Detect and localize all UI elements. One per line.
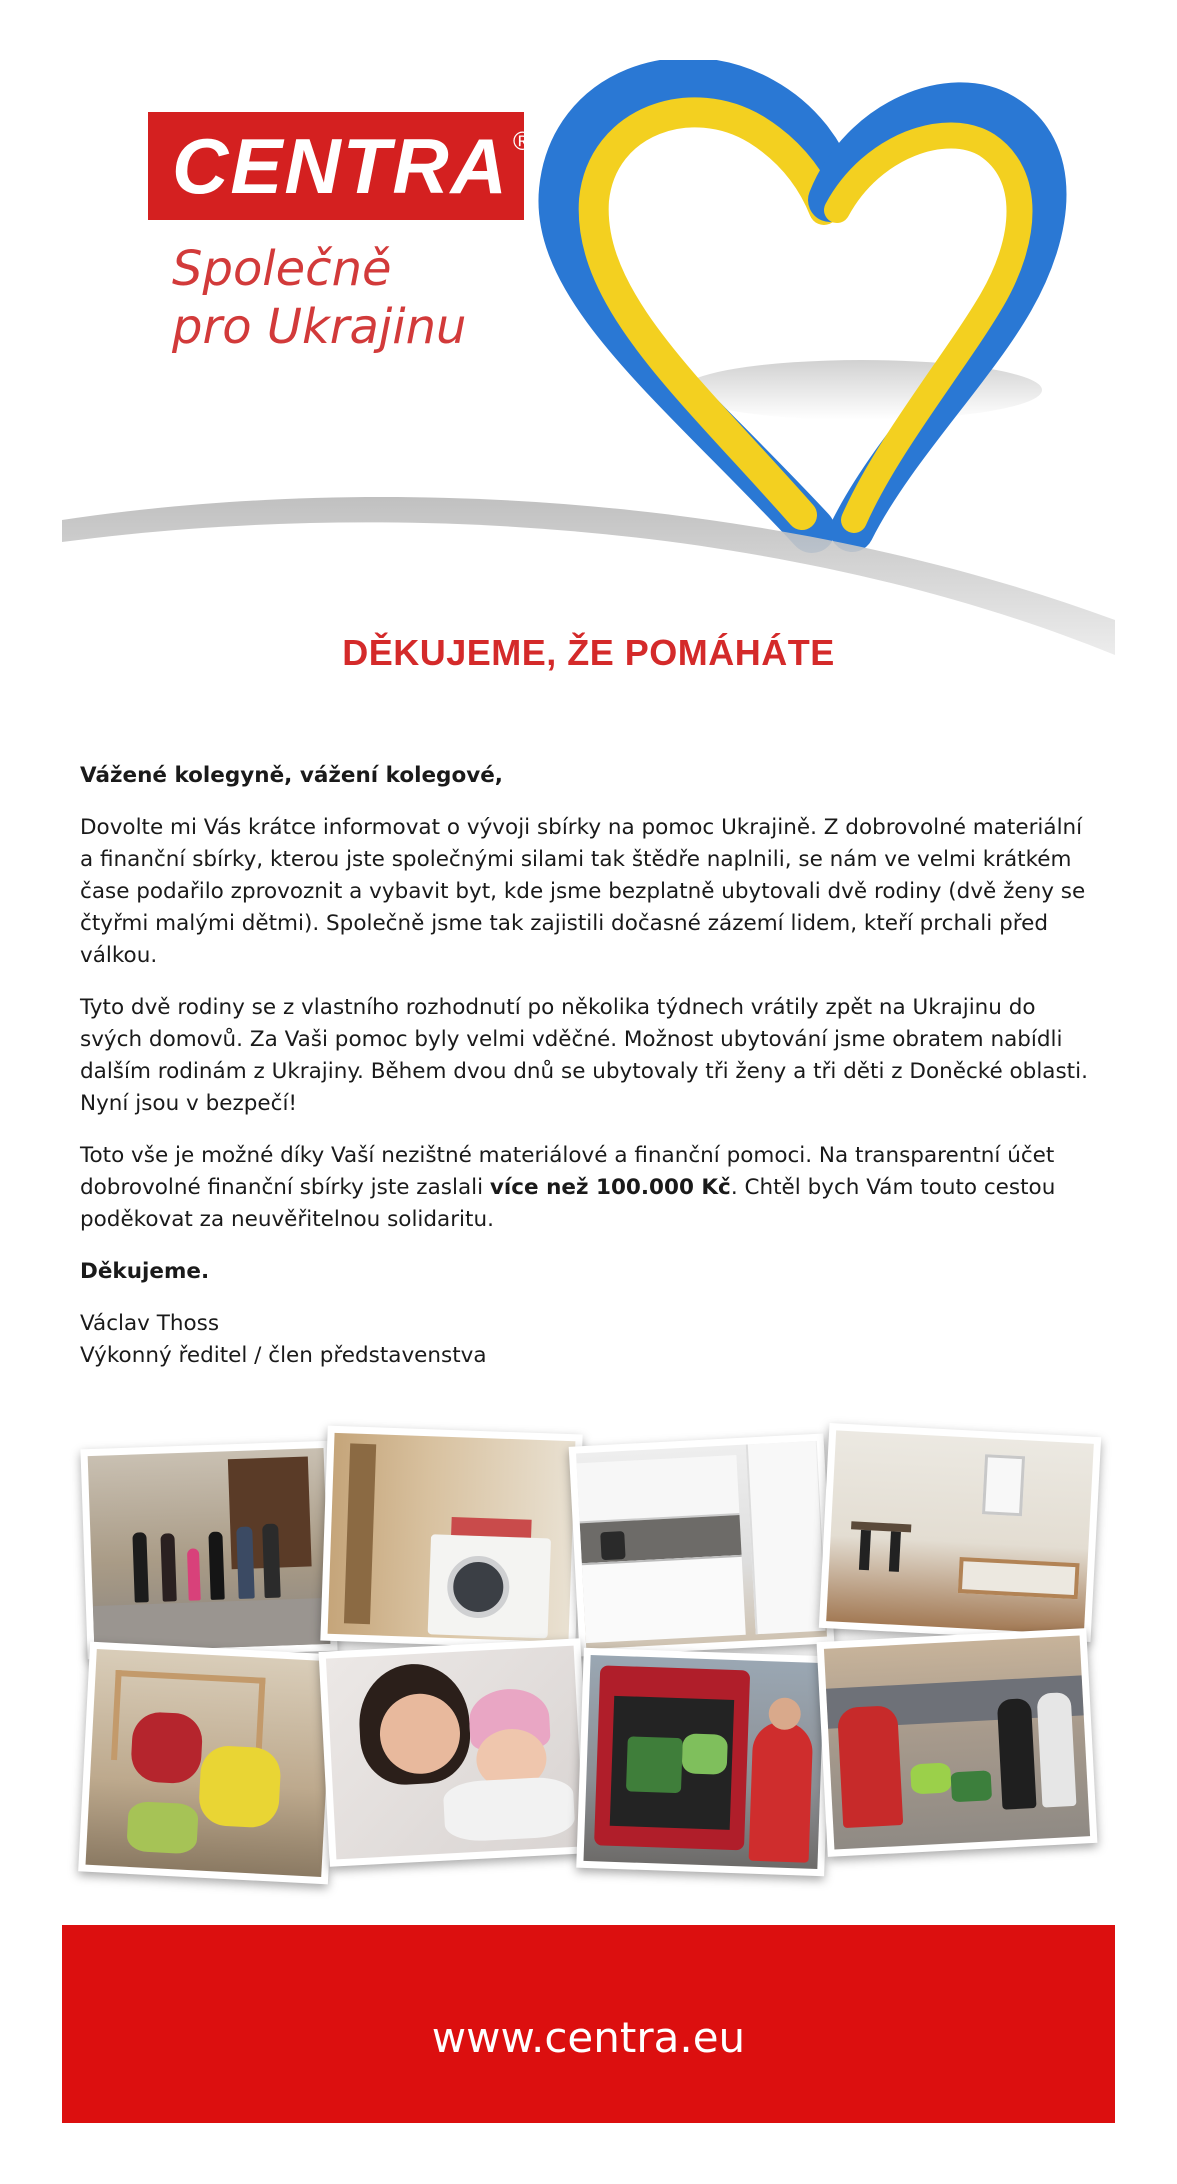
paragraph-2: Tyto dvě rodiny se z vlastního rozhodnutí po několika týdnech vrátily zpět na Ukrajinu do svých domovů. Za Vaši pomoc byly velmi vděčné. Možnost ubytování jsme obratem nabídli dalším rodinám z Ukrajiny. Během dvou dnů se ubytovaly tři ženy a tři děti z Doněcké oblasti. Nyní jsou v bezpečí! [80, 995, 1088, 1116]
photo-collage [62, 1430, 1115, 1910]
photo-washing-machine [320, 1426, 582, 1650]
paragraph-3-start: Toto vše je možné díky Vaší nezištné materiálové a finanční pomoci. Na transparentní účet dobrovolné finanční sbírky jste zaslali [80, 1143, 1055, 1200]
greeting: Vážené kolegyně, vážení kolegové, [80, 763, 503, 788]
photo-donated-items [78, 1642, 340, 1885]
signature-title: Výkonný ředitel / člen představenstva [80, 1343, 487, 1368]
footer-banner [62, 1925, 1115, 2123]
paragraph-3-end: . Chtěl bych Vám touto cestou poděkovat za neuvěřitelnou solidaritu. [80, 1175, 1056, 1232]
page-title: DĚKUJEME, ŽE POMÁHÁTE [342, 632, 835, 673]
registered-mark: ® [513, 126, 535, 156]
photo-car-donations [576, 1648, 832, 1877]
donation-amount: více než 100.000 Kč [489, 1175, 731, 1200]
logo-text: CENTRA [172, 121, 509, 210]
letter-body [80, 760, 1100, 1372]
decorative-swoosh [62, 480, 1115, 720]
signature-name: Václav Thoss [80, 1311, 220, 1336]
photo-room [819, 1423, 1101, 1642]
paragraph-1: Dovolte mi Vás krátce informovat o vývoji sbírky na pomoc Ukrajině. Z dobrovolné materiální a finanční sbírky, kterou jste společnými silami tak štědře naplnili, se nám ve velmi krátkém čase podařilo zprovoznit a vybavit byt, kde jsme bezplatně ubytovali dvě rodiny (dvě ženy se čtyřmi malými dětmi). Společně jsme tak zajistili dočasné zázemí lidem, kteří prchali před válkou. [80, 815, 1086, 968]
signature [80, 1308, 1100, 1372]
tagline [172, 240, 552, 356]
photo-group [80, 1441, 337, 1660]
tagline-line-1: Společně [172, 241, 392, 297]
website-link[interactable]: www.centra.eu [431, 2012, 746, 2062]
photo-street-handover [817, 1628, 1098, 1857]
thanks-line: Děkujeme. [80, 1259, 210, 1284]
photo-kitchen [569, 1433, 835, 1656]
photo-mother-newborn [319, 1638, 592, 1866]
tagline-line-2: pro Ukrajinu [172, 299, 467, 355]
paragraph-3 [80, 1140, 1100, 1236]
centra-logo [148, 112, 535, 220]
header-banner [62, 60, 1115, 720]
